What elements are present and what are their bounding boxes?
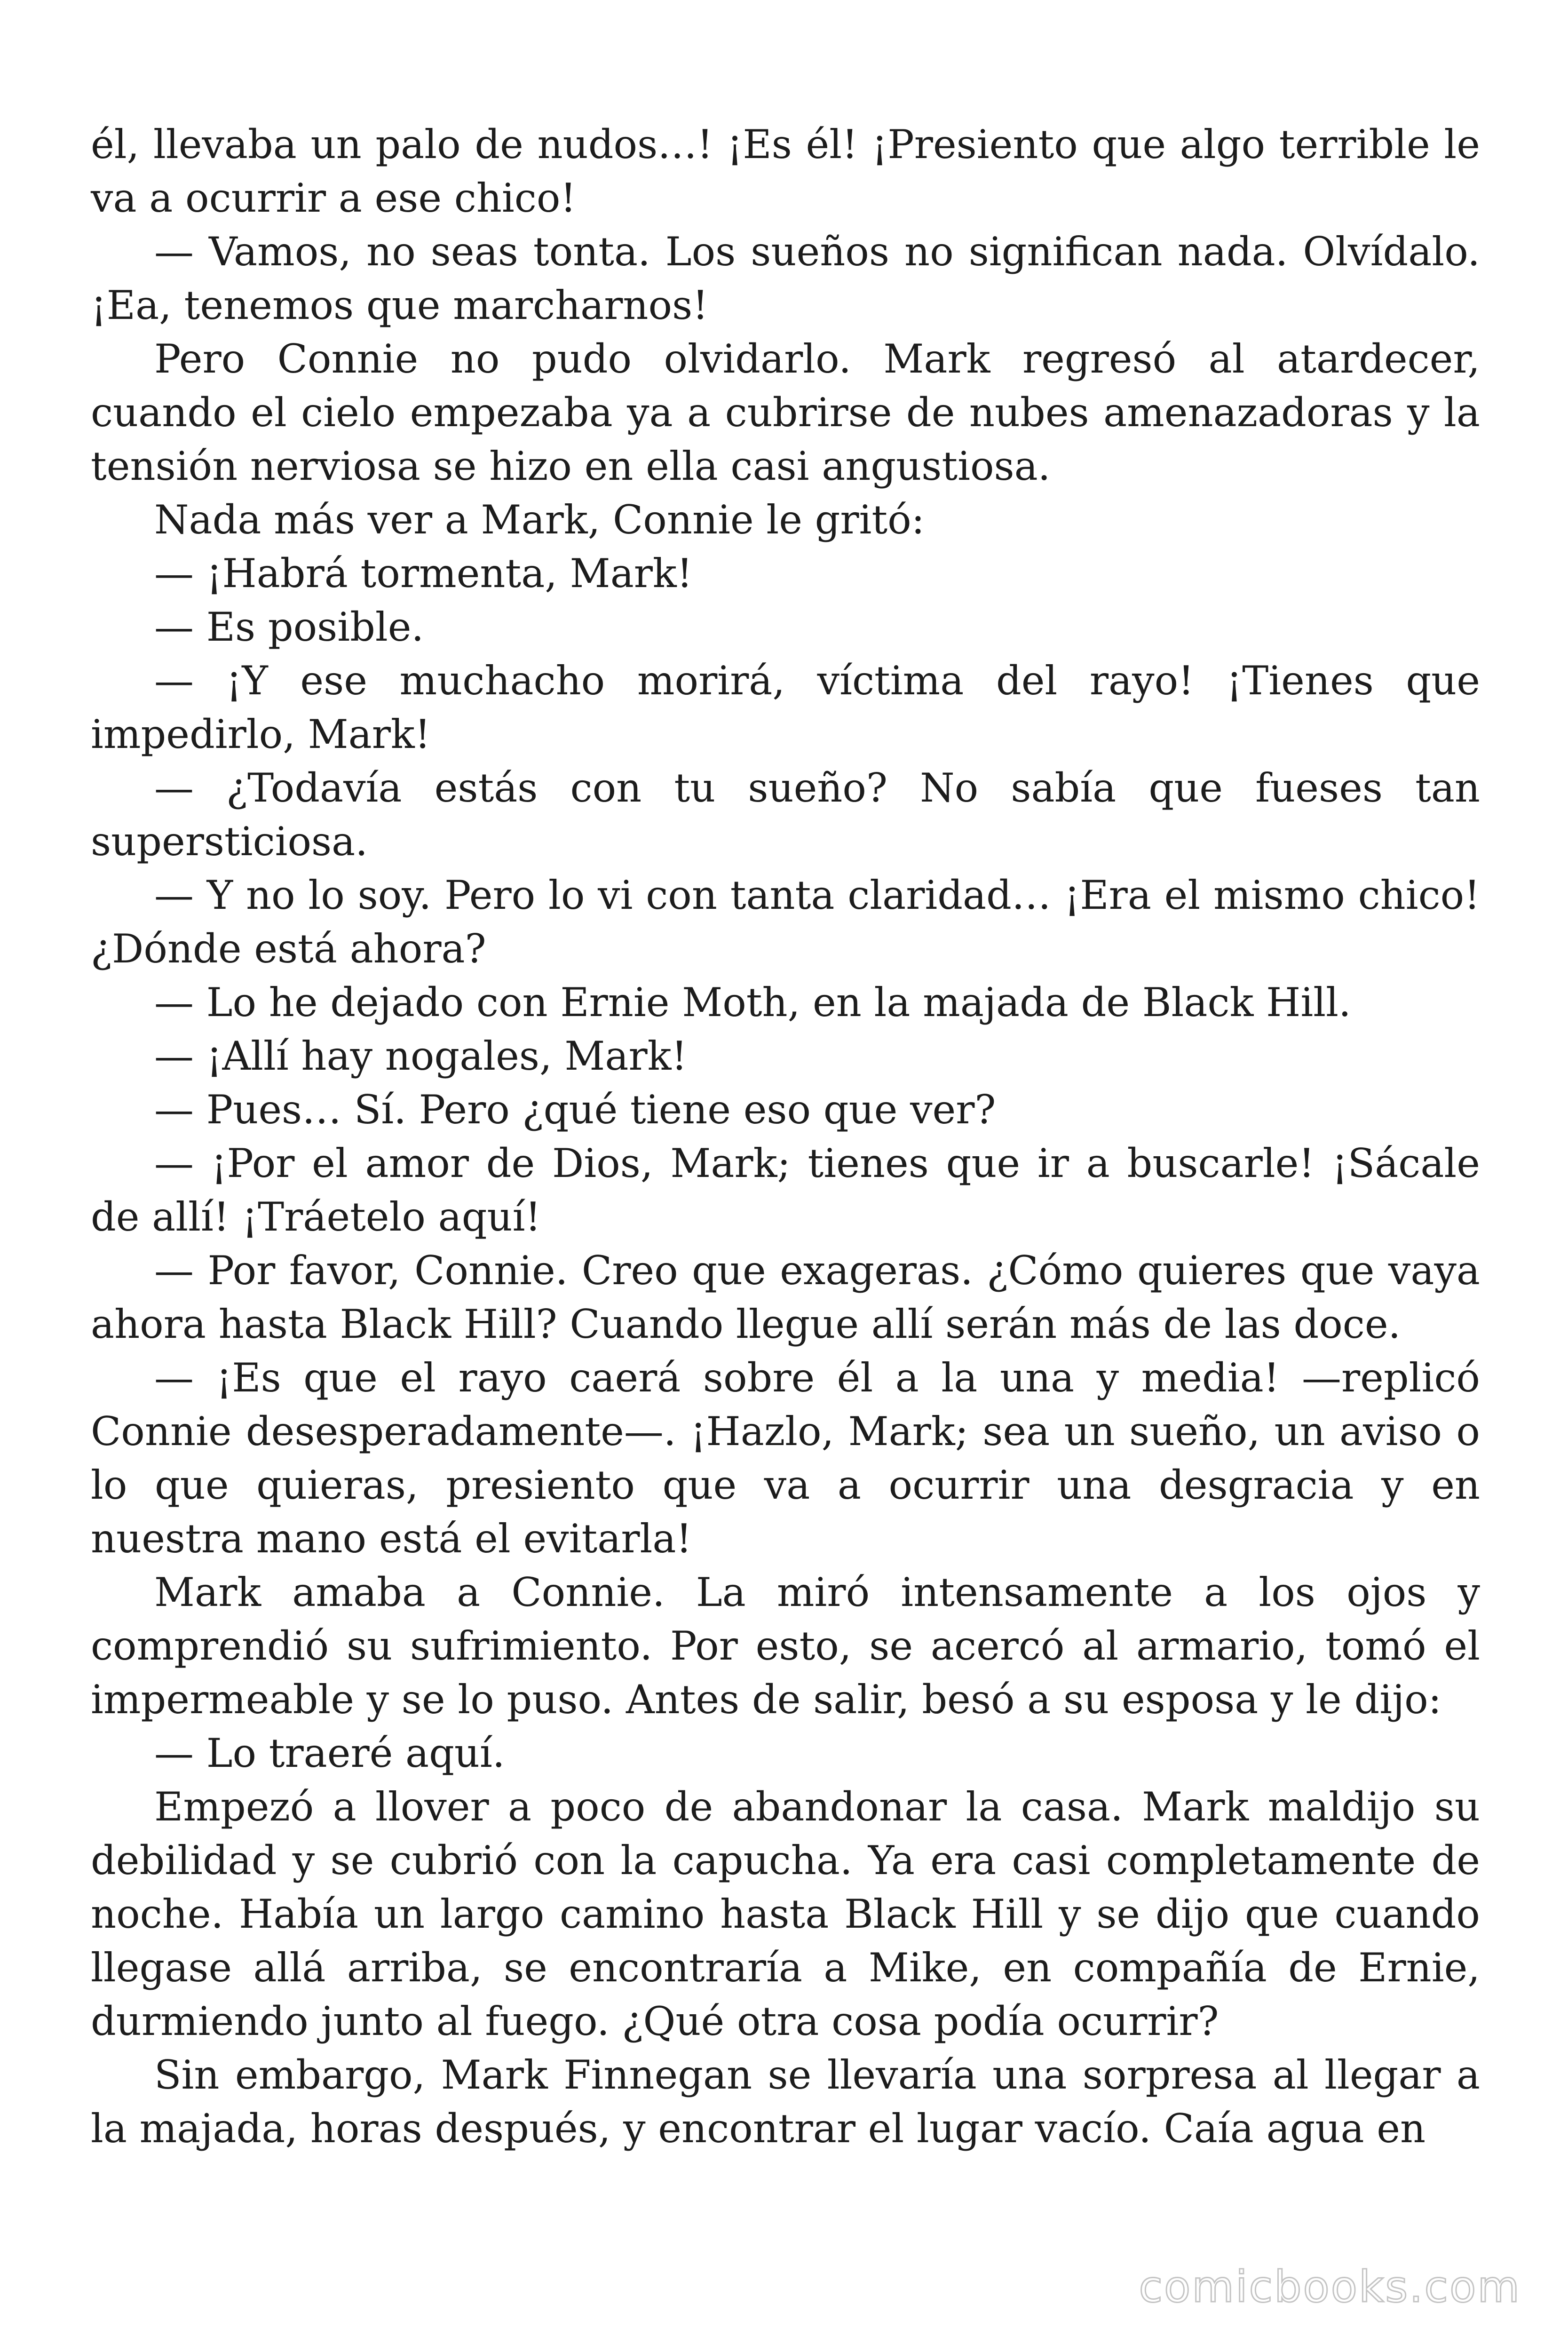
paragraph-9: — Y no lo soy. Pero lo vi con tanta claridad… ¡Era el mismo chico! ¿Dónde está ahora? [91,872,1480,972]
paragraph-19: Sin embargo, Mark Finnegan se llevaría una sorpresa al llegar a la majada, horas después, y encontrar el lugar vacío. Caía agua en [91,2052,1480,2152]
paragraph-12: — Pues… Sí. Pero ¿qué tiene eso que ver? [154,1087,996,1133]
paragraph-7: — ¡Y ese muchacho morirá, víctima del rayo! ¡Tienes que impedirlo, Mark! [91,658,1480,757]
paragraph-1: él, llevaba un palo de nudos…! ¡Es él! ¡Presiento que algo terrible le va a ocurrir a ese chico! [91,121,1480,221]
paragraph-18: Empezó a llover a poco de abandonar la casa. Mark maldijo su debilidad y se cubrió con la capucha. Ya era casi completamente de noche. Había un largo camino hasta Black Hill y se dijo que cuando llegase allá arriba, se encontraría a Mike, en compañía de Ernie, durmiendo junto al fuego. ¿Qué otra cosa podía ocurrir? [91,1784,1480,2044]
paragraph-13: — ¡Por el amor de Dios, Mark; tienes que ir a buscarle! ¡Sácale de allí! ¡Tráetelo aquí! [91,1140,1480,1240]
paragraph-11: — ¡Allí hay nogales, Mark! [154,1033,688,1079]
paragraph-14: — Por favor, Connie. Creo que exageras. ¿Cómo quieres que vaya ahora hasta Black Hill? Cuando llegue allí serán más de las doce. [91,1248,1480,1347]
paragraph-10: — Lo he dejado con Ernie Moth, en la majada de Black Hill. [154,979,1351,1025]
page-body [91,118,1480,2155]
paragraph-6: — Es posible. [154,604,424,650]
paragraph-2: — Vamos, no seas tonta. Los sueños no significan nada. Olvídalo. ¡Ea, tenemos que marcharnos! [91,229,1480,328]
paragraph-4: Nada más ver a Mark, Connie le gritó: [154,497,925,543]
paragraph-8: — ¿Todavía estás con tu sueño? No sabía que fueses tan supersticiosa. [91,765,1480,865]
paragraph-15: — ¡Es que el rayo caerá sobre él a la una y media! —replicó Connie desesperadamente—. ¡Hazlo, Mark; sea un sueño, un aviso o lo que quieras, presiento que va a ocurrir una desgracia y en nuestra mano está el evitarla! [91,1355,1480,1562]
paragraph-3: Pero Connie no pudo olvidarlo. Mark regresó al atardecer, cuando el cielo empezaba ya a cubrirse de nubes amenazadoras y la tensión nerviosa se hizo en ella casi angustiosa. [91,336,1480,489]
paragraph-17: — Lo traeré aquí. [154,1730,505,1776]
watermark: comicbooks.com [1139,2262,1521,2312]
paragraph-5: — ¡Habrá tormenta, Mark! [154,550,693,596]
paragraph-16: Mark amaba a Connie. La miró intensamente a los ojos y comprendió su sufrimiento. Por esto, se acercó al armario, tomó el impermeable y se lo puso. Antes de salir, besó a su esposa y le dijo: [91,1569,1480,1723]
